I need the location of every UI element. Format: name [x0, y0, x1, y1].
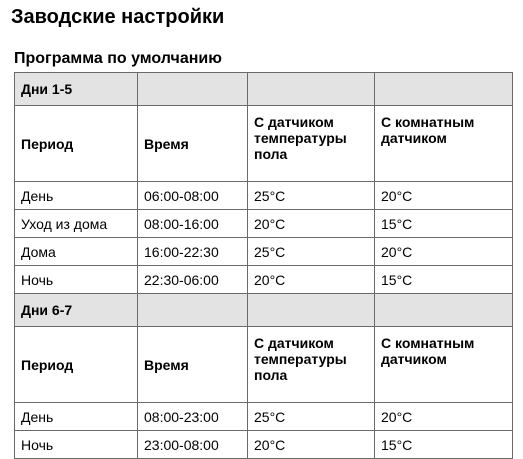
group-header-row	[15, 73, 513, 106]
group-empty-cell	[248, 73, 375, 106]
group-label: Дни 6-7	[15, 294, 138, 327]
column-header-floor-sensor: С датчиком температуры пола	[248, 106, 375, 182]
room-temp-cell: 20°C	[375, 238, 513, 266]
group-empty-cell	[248, 294, 375, 327]
room-temp-cell: 15°C	[375, 431, 513, 459]
period-cell: День	[15, 403, 138, 431]
column-header-time: Время	[138, 106, 248, 182]
floor-temp-cell: 20°C	[248, 210, 375, 238]
period-cell: Дома	[15, 238, 138, 266]
table-row	[15, 431, 513, 459]
time-cell: 08:00-23:00	[138, 403, 248, 431]
column-header-period: Период	[15, 327, 138, 403]
period-cell: Уход из дома	[15, 210, 138, 238]
section-title: Программа по умолчанию	[14, 50, 222, 67]
room-temp-cell: 15°C	[375, 210, 513, 238]
table-row	[15, 182, 513, 210]
column-header-row	[15, 327, 513, 403]
room-temp-cell: 15°C	[375, 266, 513, 294]
group-empty-cell	[375, 294, 513, 327]
period-cell: Ночь	[15, 431, 138, 459]
group-label: Дни 1-5	[15, 73, 138, 106]
table-row	[15, 266, 513, 294]
floor-temp-cell: 25°C	[248, 182, 375, 210]
group-empty-cell	[138, 73, 248, 106]
time-cell: 23:00-08:00	[138, 431, 248, 459]
room-temp-cell: 20°C	[375, 182, 513, 210]
table-row	[15, 403, 513, 431]
time-cell: 08:00-16:00	[138, 210, 248, 238]
column-header-row	[15, 106, 513, 182]
group-header-row	[15, 294, 513, 327]
period-cell: Ночь	[15, 266, 138, 294]
column-header-time: Время	[138, 327, 248, 403]
column-header-period: Период	[15, 106, 138, 182]
column-header-floor-sensor: С датчиком температуры пола	[248, 327, 375, 403]
floor-temp-cell: 25°C	[248, 403, 375, 431]
time-cell: 22:30-06:00	[138, 266, 248, 294]
time-cell: 06:00-08:00	[138, 182, 248, 210]
floor-temp-cell: 20°C	[248, 266, 375, 294]
group-empty-cell	[375, 73, 513, 106]
table-row	[15, 238, 513, 266]
group-empty-cell	[138, 294, 248, 327]
period-cell: День	[15, 182, 138, 210]
column-header-room-sensor: С комнатным датчиком	[375, 106, 513, 182]
page-title: Заводские настройки	[11, 6, 225, 28]
time-cell: 16:00-22:30	[138, 238, 248, 266]
table-row	[15, 210, 513, 238]
floor-temp-cell: 25°C	[248, 238, 375, 266]
room-temp-cell: 20°C	[375, 403, 513, 431]
column-header-room-sensor: С комнатным датчиком	[375, 327, 513, 403]
program-table	[14, 72, 513, 459]
floor-temp-cell: 20°C	[248, 431, 375, 459]
